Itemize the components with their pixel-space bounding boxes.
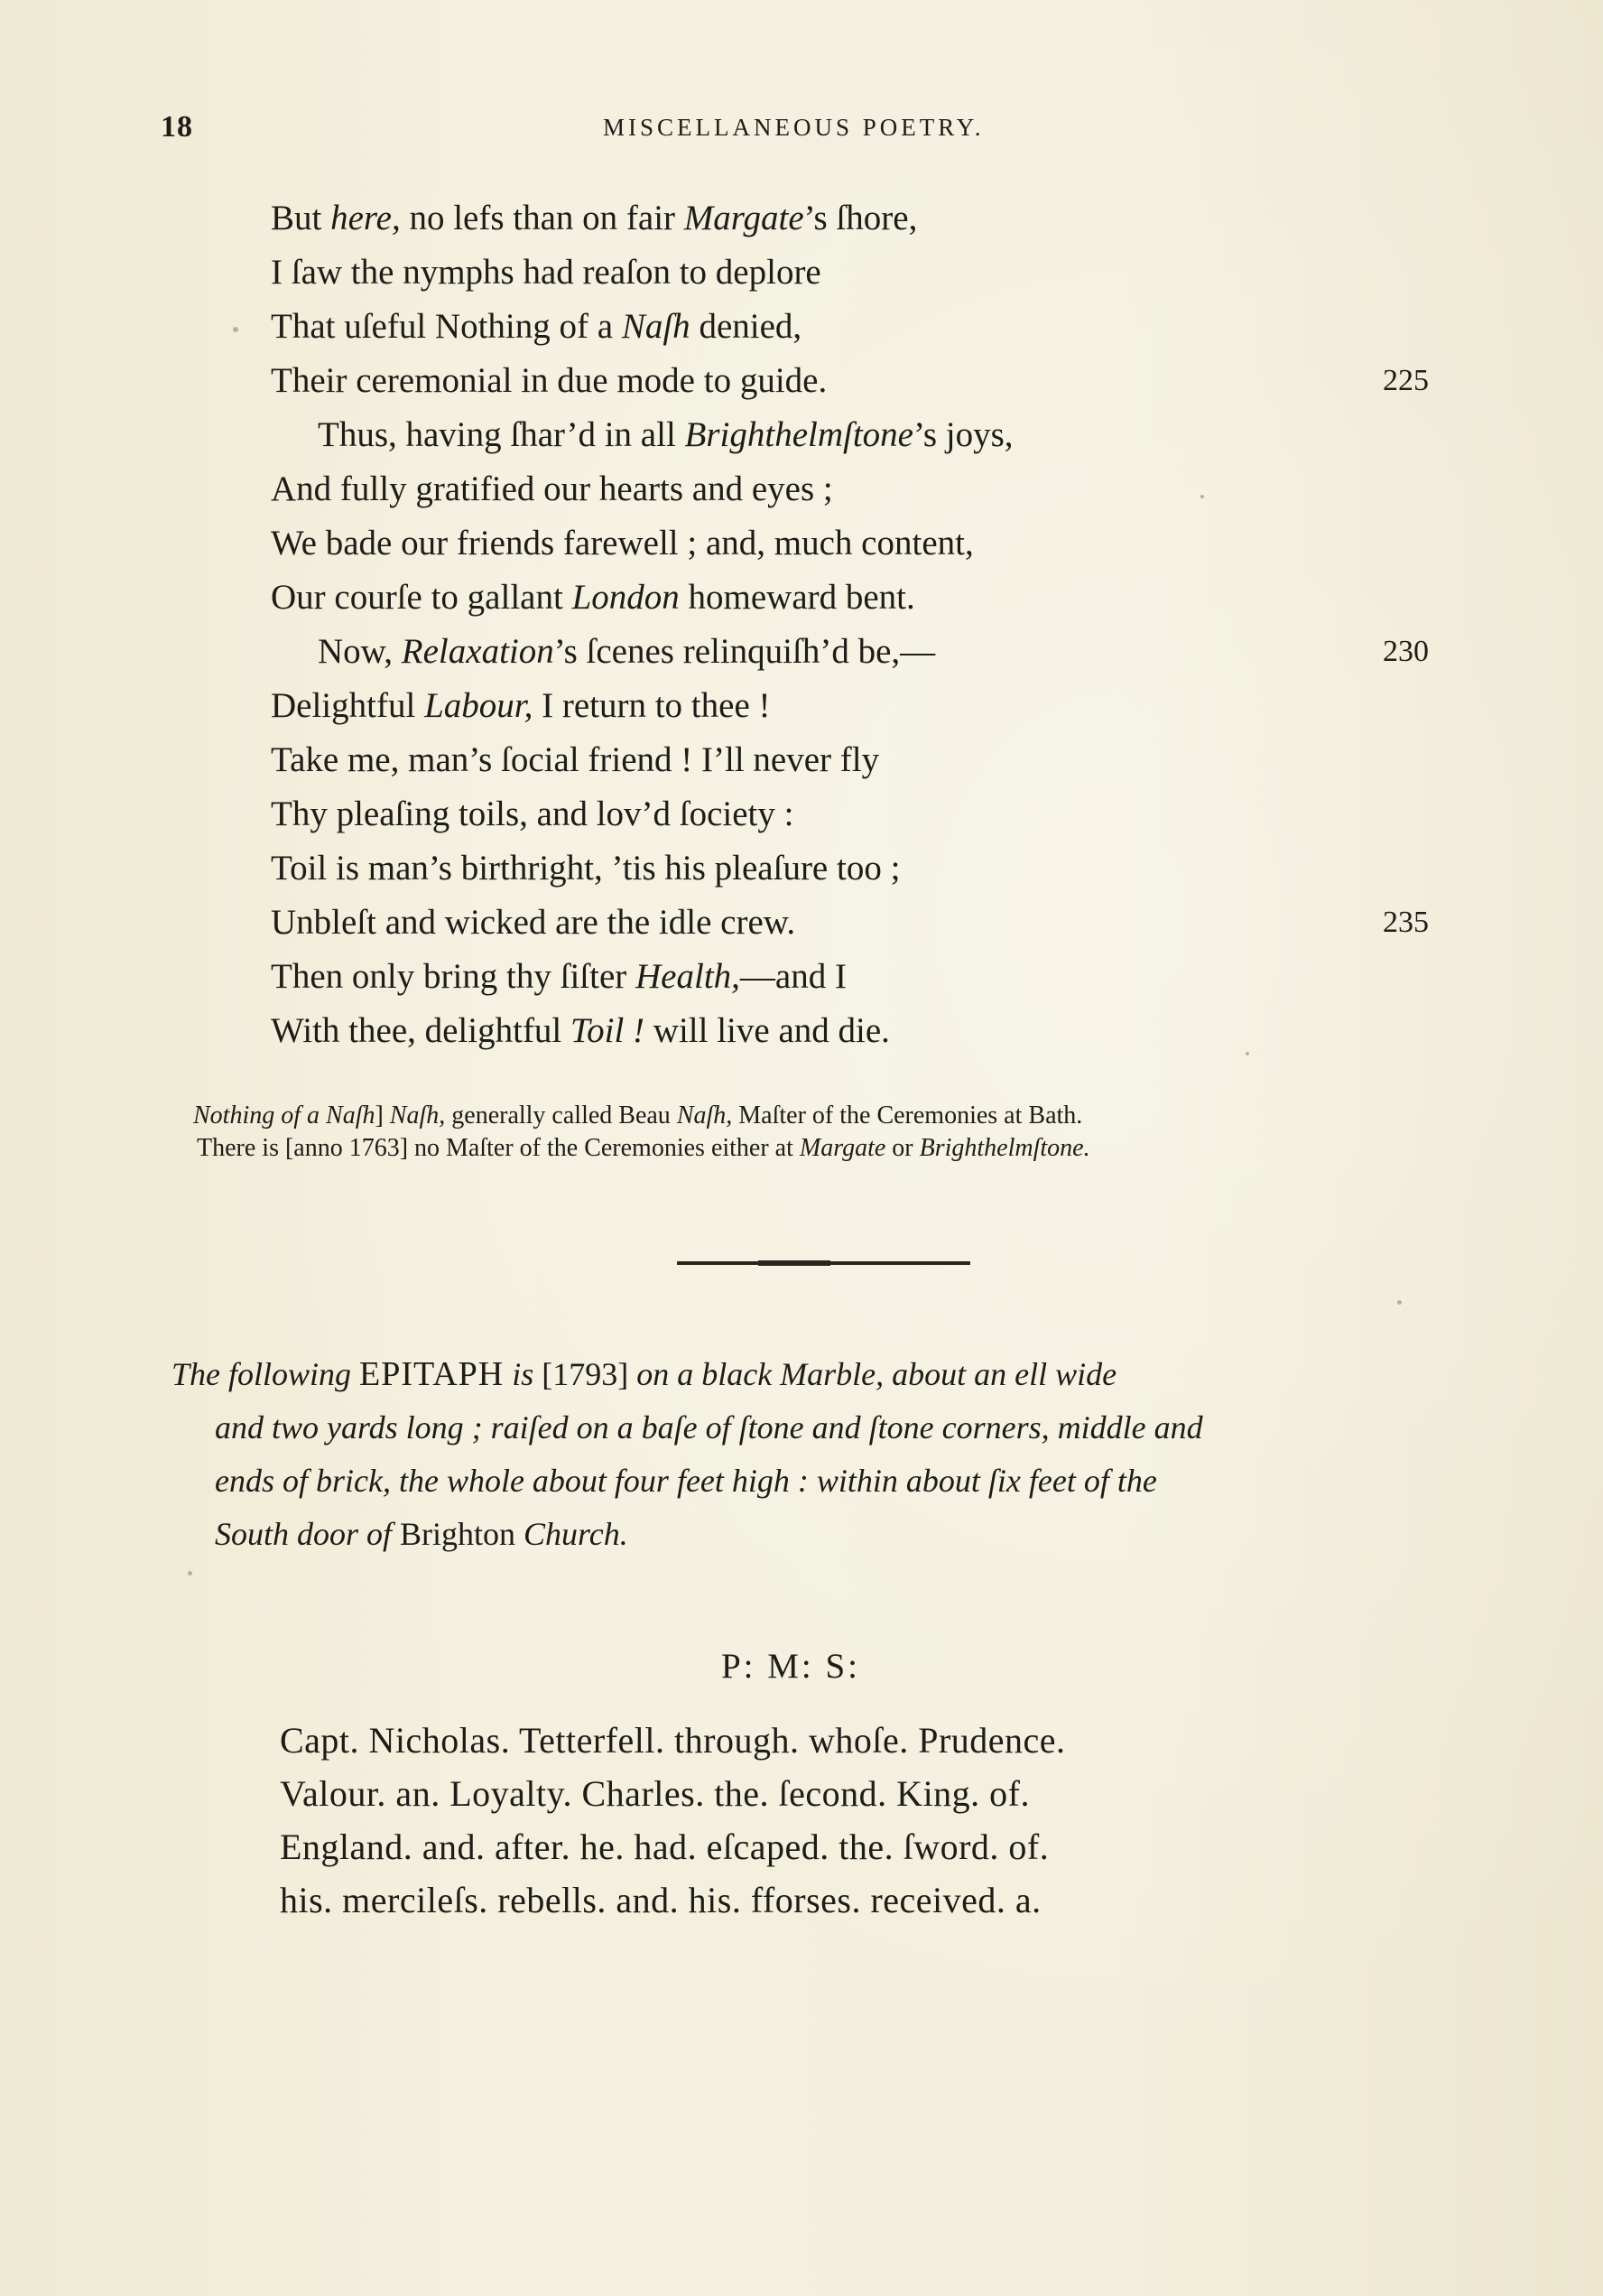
text-segment: ] [375, 1102, 390, 1129]
line-number: 235 [1383, 906, 1429, 939]
poem-line [271, 246, 1480, 300]
poem-line-text [271, 686, 771, 725]
italic-text: Nothing of a Naſh [193, 1102, 375, 1129]
text-segment: Then only bring thy ſiſter [271, 957, 636, 996]
poem-line [271, 571, 1480, 625]
italic-text: Naſh [621, 307, 690, 346]
italic-text: Brighthelmſtone [684, 415, 913, 454]
poem-line [271, 787, 1480, 841]
epitaph-heading-text: P: M: S: [720, 1647, 861, 1686]
text-segment: We bade our friends farewell ; and, much content, [271, 524, 974, 562]
text-segment: I return to thee ! [533, 686, 771, 725]
text-segment: Our courſe to gallant [271, 578, 572, 617]
paper-speck [233, 327, 238, 332]
paper-speck [1397, 1300, 1402, 1305]
poem-line-text [271, 253, 821, 292]
italic-text: is [504, 1356, 542, 1392]
italic-text: Brighthelmſtone. [919, 1134, 1090, 1162]
text-segment: Thus, having ſhar’d in all [318, 415, 685, 454]
italic-text: The following [171, 1356, 360, 1392]
text-segment: will live and die. [644, 1011, 890, 1050]
footnote [193, 1100, 1457, 1165]
italic-text: Naſh, [676, 1102, 733, 1129]
poem-line [271, 733, 1480, 787]
page-number: 18 [161, 110, 193, 144]
italic-text: Labour, [424, 686, 533, 725]
running-head: MISCELLANEOUS POETRY. [603, 114, 985, 141]
italic-text: Naſh, [389, 1102, 446, 1129]
epitaph-line: Valour. an. Loyalty. Charles. the. ſecond. King. of. [280, 1773, 1030, 1814]
poem-line [271, 462, 1480, 516]
poem-line-text [271, 849, 900, 888]
poem-line-text [271, 361, 827, 400]
poem-line [271, 354, 1480, 408]
text-segment: Take me, man’s ſocial friend ! I’ll never fly [271, 740, 880, 779]
poem-line [271, 625, 1480, 679]
poem-line [271, 300, 1480, 354]
poem-line-text [271, 469, 833, 508]
intro-line [171, 1348, 1471, 1401]
poem-line [271, 1004, 1480, 1058]
text-segment: denied, [690, 307, 802, 346]
italic-text: on a black Marble, about an ell wide [628, 1356, 1117, 1392]
epitaph-line: his. mercileſs. rebells. and. his. fforses. received. a. [280, 1880, 1042, 1920]
epitaph-heading [0, 1646, 1603, 1687]
epitaph-line: England. and. after. he. had. eſcaped. the. ſword. of. [280, 1827, 1050, 1867]
text-segment: or [885, 1134, 920, 1162]
text-segment: Brighton [400, 1516, 516, 1552]
poem-line-text [271, 578, 915, 617]
intro-line [171, 1455, 1471, 1508]
poem-line-text [271, 307, 802, 346]
caps-text: EPITAPH [359, 1355, 505, 1393]
text-segment: homeward bent. [679, 578, 915, 617]
poem-line [271, 679, 1480, 733]
text-segment: And fully gratified our hearts and eyes ; [271, 469, 833, 508]
line-number: 230 [1383, 635, 1429, 668]
poem-line-text [271, 199, 917, 237]
text-segment: [1793] [542, 1356, 629, 1392]
footnote-line [193, 1100, 1457, 1132]
text-segment: Delightful [271, 686, 425, 725]
poem-line [271, 191, 1480, 246]
page-header [161, 110, 1343, 146]
italic-text: Margate [799, 1134, 886, 1162]
paper-speck [1246, 1052, 1249, 1055]
poem-body [271, 191, 1480, 1058]
text-segment: Thy pleaſing toils, and lov’d ſociety : [271, 795, 794, 833]
poem-line-text [271, 415, 1014, 454]
text-segment: Unbleſt and wicked are the idle crew. [271, 903, 796, 942]
text-segment: ’s joys, [913, 415, 1014, 454]
text-segment: Toil is man’s birthright, ’tis his pleaſure too ; [271, 849, 901, 888]
italic-text: ends of brick, the whole about four feet high : within about ſix feet of the [215, 1463, 1157, 1499]
intro-line [171, 1401, 1471, 1455]
text-segment: Now, [318, 632, 402, 671]
poem-line [271, 896, 1480, 950]
text-segment: That uſeful Nothing of a [271, 307, 622, 346]
epitaph-line: Capt. Nicholas. Tetterfell. through. whoſe. Prudence. [280, 1720, 1066, 1761]
poem-line-text [271, 903, 795, 942]
paper-speck [1200, 495, 1204, 498]
poem-line-text [271, 1011, 890, 1050]
italic-text: here, [330, 199, 401, 237]
text-segment: There is [anno 1763] no Maſter of the Ceremonies either at [197, 1134, 800, 1162]
poem-line-text [271, 632, 935, 671]
poem-line-text [271, 740, 879, 779]
poem-line [271, 408, 1480, 462]
text-segment: ’s ſcenes relinquiſh’d be,— [553, 632, 936, 671]
poem-line-text [271, 795, 793, 833]
italic-text: Toil ! [570, 1011, 645, 1050]
text-segment: generally called Beau [445, 1102, 677, 1129]
text-segment: ’s ſhore, [803, 199, 918, 237]
italic-text: South door of [215, 1516, 401, 1552]
intro-line [171, 1508, 1471, 1561]
italic-text: Margate [683, 199, 804, 237]
poem-line [271, 841, 1480, 896]
paper-speck [188, 1571, 192, 1576]
text-segment: no lefs than on fair [400, 199, 684, 237]
italic-text: Relaxation [401, 632, 554, 671]
footnote-line [193, 1132, 1457, 1165]
line-number: 225 [1383, 364, 1429, 397]
poem-line [271, 950, 1480, 1004]
italic-text: and two yards long ; raiſed on a baſe of ſtone and ſtone corners, middle and [215, 1409, 1203, 1445]
text-segment: I ſaw the nymphs had reaſon to deplore [271, 253, 821, 292]
text-segment: But [271, 199, 331, 237]
italic-text: Health, [635, 957, 740, 996]
text-segment: Maſter of the Ceremonies at Bath. [732, 1102, 1083, 1129]
poem-line-text [271, 957, 847, 996]
poem-line-text [271, 524, 974, 562]
italic-text: Church. [515, 1516, 628, 1552]
epitaph-text [280, 1714, 1507, 1927]
text-segment: Their ceremonial in due mode to guide. [271, 361, 828, 400]
text-segment: With thee, delightful [271, 1011, 571, 1050]
text-segment: —and I [739, 957, 847, 996]
italic-text: London [571, 578, 680, 617]
poem-line [271, 516, 1480, 571]
epitaph-introduction [171, 1348, 1471, 1561]
section-divider [677, 1261, 970, 1265]
